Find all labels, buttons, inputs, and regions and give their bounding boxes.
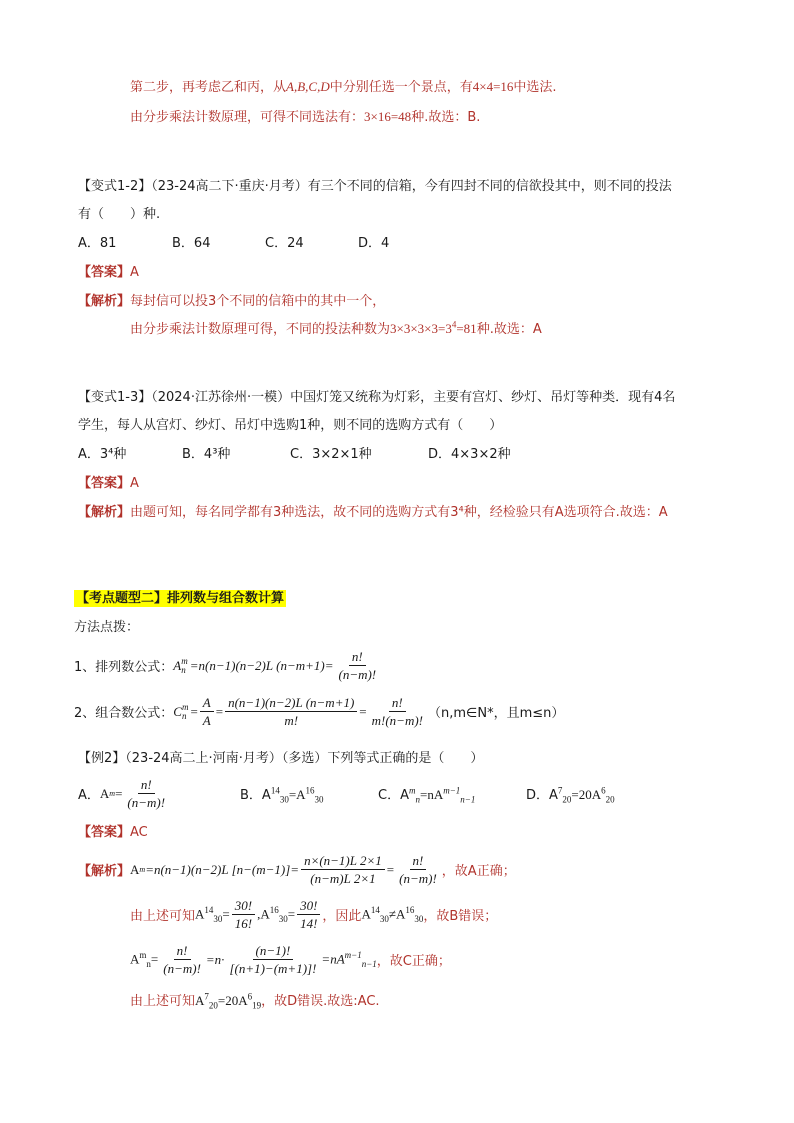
top-line-1: 第二步，再考虑乙和丙，从A,B,C,D中分别任选一个景点，有4×4=16中选法. bbox=[130, 79, 557, 95]
var13-question-line1: 【变式1-3】（2024·江苏徐州·一模）中国灯笼又统称为灯彩，主要有宫灯、纱灯、吊灯等种类．现有4名 bbox=[78, 390, 676, 405]
var12-answer: 【答案】A bbox=[78, 265, 139, 280]
var13-option-b: B．4³种 bbox=[182, 447, 231, 462]
section2-title: 【考点题型二】排列数与组合数计算 bbox=[76, 591, 285, 606]
ex2-option-d: D．$A^7_{20}=20A^6_{20}$ bbox=[526, 785, 615, 805]
ex2-analysis-line2: 由上述可知 $A^{14}_{30}=$ $\frac{30!}{16!}$ $,A^{16}_{30}=$ $\frac{30!}{14!}$ ，因此 $A^{14}_{30}\ne A^{16}_{30}$ ，故B错误； bbox=[130, 898, 498, 931]
var12-analysis-line1: 【解析】每封信可以投3个不同的信箱中的其中一个， bbox=[78, 294, 386, 309]
var12-option-c: C．24 bbox=[265, 236, 304, 251]
var13-analysis: 【解析】由题可知，每名同学都有3种选法，故不同的选购方式有3⁴种，经检验只有A选项符合.故选：A bbox=[78, 505, 668, 520]
ex2-analysis-line1: 【解析】 A m =n(n−1)(n−2)L [n−(m−1)]= $\frac{n\times(n-1)L 2\times 1}{(n-m)L 2\times 1}$ = $\frac{n!}{(n-m)!}$ ，故A正确； bbox=[78, 853, 516, 886]
ex2-option-a: A． A m = $\frac{n!}{(n-m)!}$ bbox=[78, 777, 166, 810]
var13-answer: 【答案】A bbox=[78, 476, 139, 491]
var12-question-line2: 有（ ）种. bbox=[78, 207, 161, 222]
var13-question-line2: 学生，每人从宫灯、纱灯、吊灯中选购1种，则不同的选购方式有（ ） bbox=[78, 418, 503, 433]
formula-permutation-fraction: $\frac{n!}{(n-m)!}$ bbox=[338, 649, 377, 682]
var12-option-b: B．64 bbox=[172, 236, 211, 251]
ex2-option-b: B．$A^{14}_{30}=A^{16}_{30}$ bbox=[240, 785, 324, 805]
ex2-analysis-line4: 由上述可知$A^7_{20}=20A^6_{19}$，故D错误.故选:AC. bbox=[130, 991, 380, 1011]
formula-combination: 2、组合数公式： C m n = $\frac{A}{A}$ = $\frac{n(n-1)(n-2)L (n-m+1)}{m!}$ = $\frac{n!}{m!(n-m)!}$ （n,m∈N*，且m≤n） bbox=[74, 695, 565, 728]
ex2-answer: 【答案】AC bbox=[78, 825, 148, 840]
ex2-option-c: C．$A^m_n=nA^{m-1}_{n-1}$ bbox=[378, 785, 476, 805]
var13-option-c: C．3×2×1种 bbox=[290, 447, 372, 462]
var12-analysis-line2: 由分步乘法计数原理可得，不同的投法种数为$3\times 3\times 3\times 3=3^4=81$种.故选：A bbox=[130, 319, 542, 337]
section2-method: 方法点拨： bbox=[74, 620, 140, 635]
var12-option-a: A．81 bbox=[78, 236, 117, 251]
var13-option-a: A．3⁴种 bbox=[78, 447, 127, 462]
top-line-2: 由分步乘法计数原理，可得不同选法有：3×16=48种.故选：B. bbox=[130, 109, 481, 125]
var13-option-d: D．4×3×2种 bbox=[428, 447, 511, 462]
formula-permutation: 1、排列数公式： A m n =n(n−1)(n−2)L (n−m+1)= $\frac{n!}{(n-m)!}$ bbox=[74, 648, 381, 683]
ex2-analysis-line3: $A^m_n=$ $\frac{n!}{(n-m)!}$ =n· $\frac{(n-1)!}{[(n+1)-(m+1)]!}$ $=nA^{m-1}_{n-1}$ ，故C正确； bbox=[130, 943, 451, 976]
ex2-question: 【例2】（23-24高二上·河南·月考）（多选）下列等式正确的是（ ） bbox=[78, 751, 484, 766]
var12-question-line1: 【变式1-2】（23-24高二下·重庆·月考）有三个不同的信箱，今有四封不同的信欲投其中，则不同的投法 bbox=[78, 179, 672, 194]
var12-option-d: D．4 bbox=[358, 236, 390, 251]
